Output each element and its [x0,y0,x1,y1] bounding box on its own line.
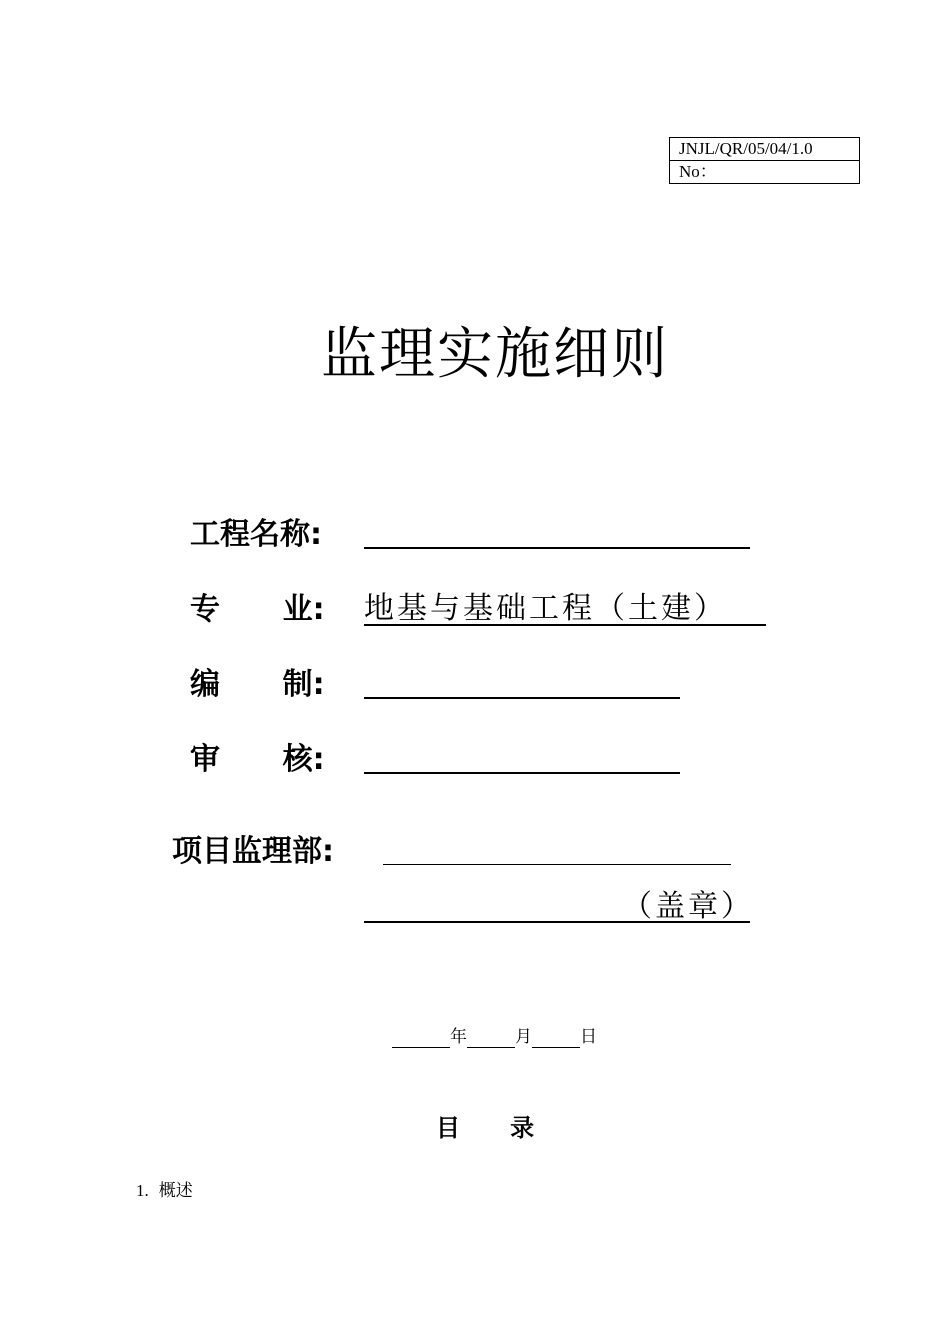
compiled-line [364,697,680,699]
reviewed-label: 审 核: [190,742,325,777]
month-blank [467,1031,515,1048]
document-code: JNJL/QR/05/04/1.0 [679,139,813,158]
page-title: 监理实施细则 [321,322,669,387]
date-line [392,1026,597,1048]
supervision-dept-label: 项目监理部: [172,834,334,869]
document-number: No： [670,160,859,183]
compiled-label: 编 制: [190,667,325,702]
supervision-dept-line [383,864,731,865]
toc-item[interactable] [136,1176,193,1201]
seal-line [364,921,750,923]
toc-item-label: 概述 [158,1181,193,1201]
specialty-label: 专 业: [190,592,325,627]
document-code-box [669,137,860,184]
year-label: 年 [450,1027,467,1047]
month-label: 月 [515,1027,532,1047]
project-name-line [364,547,750,549]
day-blank [532,1031,580,1048]
specialty-value: 地基与基础工程（土建） [364,591,727,626]
project-name-label: 工程名称: [190,517,322,552]
toc-item-number: 1. [136,1181,149,1200]
reviewed-line [364,772,680,774]
seal-text: （盖章） [622,889,754,924]
specialty-line [364,624,766,626]
day-label: 日 [580,1027,597,1047]
year-blank [392,1031,450,1048]
toc-title: 目 录 [436,1114,535,1142]
